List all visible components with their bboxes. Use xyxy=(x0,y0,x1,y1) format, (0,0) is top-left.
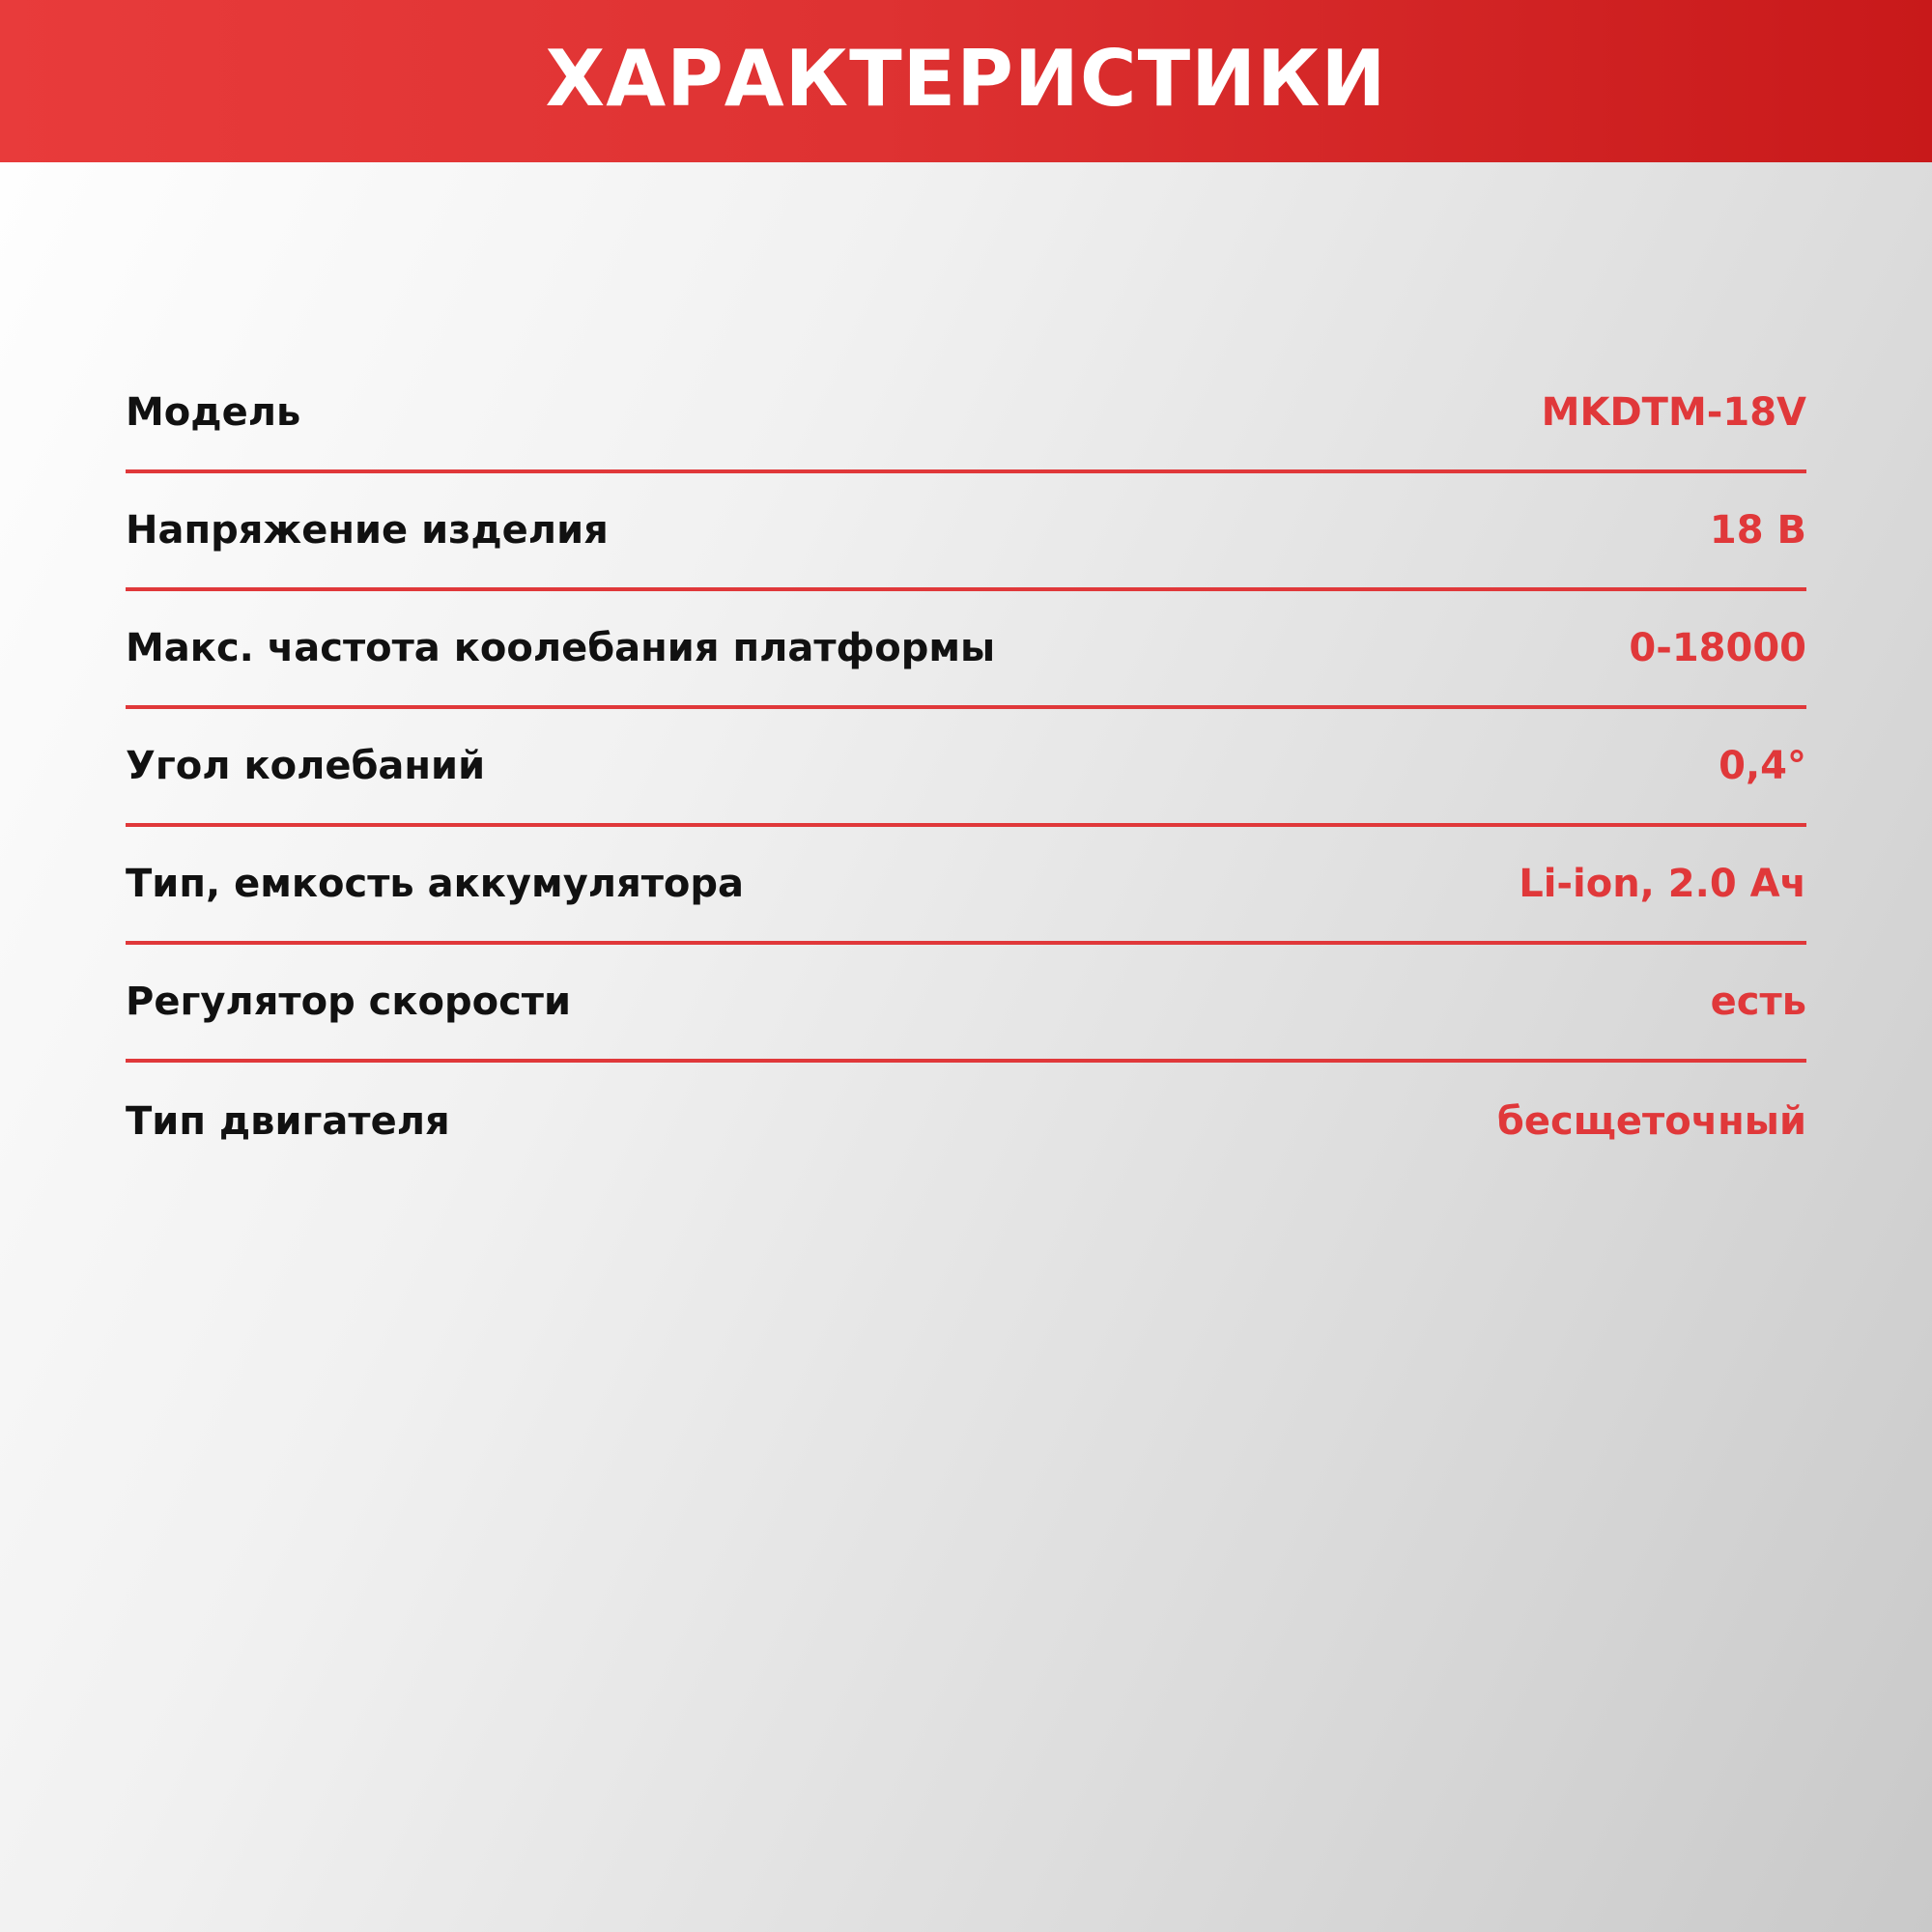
spec-value: MKDTM-18V xyxy=(1541,390,1806,435)
spec-value: 0,4° xyxy=(1719,744,1806,788)
spec-value: бесщеточный xyxy=(1496,1099,1806,1144)
spec-row-angle xyxy=(126,709,1806,827)
spec-row-voltage xyxy=(126,473,1806,591)
spec-table xyxy=(126,355,1806,1180)
spec-value: 18 В xyxy=(1709,508,1806,553)
spec-label: Модель xyxy=(126,390,301,435)
spec-value: есть xyxy=(1710,980,1806,1024)
spec-label: Напряжение изделия xyxy=(126,508,609,553)
spec-label: Угол колебаний xyxy=(126,744,486,788)
spec-row-model xyxy=(126,355,1806,473)
spec-label: Тип, емкость аккумулятора xyxy=(126,862,745,906)
header-banner xyxy=(0,0,1932,162)
spec-row-frequency xyxy=(126,591,1806,709)
spec-row-speed-control xyxy=(126,945,1806,1063)
spec-row-battery xyxy=(126,827,1806,945)
spec-row-motor xyxy=(126,1063,1806,1180)
spec-value: Li-ion, 2.0 Ач xyxy=(1519,862,1806,906)
spec-label: Регулятор скорости xyxy=(126,980,571,1024)
spec-label: Тип двигателя xyxy=(126,1099,450,1144)
spec-label: Макс. частота коолебания платформы xyxy=(126,626,996,670)
page-title: ХАРАКТЕРИСТИКИ xyxy=(545,34,1387,124)
spec-value: 0-18000 xyxy=(1629,626,1806,670)
